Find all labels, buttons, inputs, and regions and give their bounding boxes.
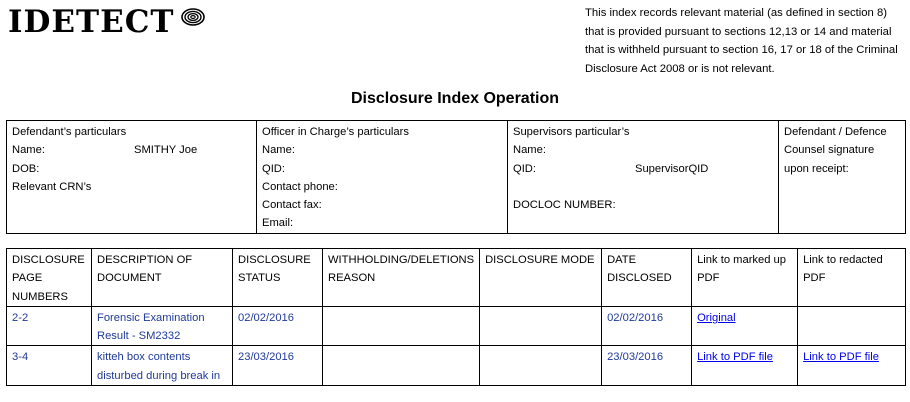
row-status: 02/02/2016 [233, 306, 323, 346]
table-row [7, 346, 906, 386]
header-status: DISCLOSURE STATUS [233, 249, 323, 307]
officer-email-label: Email: [262, 217, 294, 230]
defendant-crn-label: Relevant CRN’s [12, 180, 92, 193]
officer-phone-label: Contact phone: [262, 180, 338, 193]
defendant-name-row [12, 141, 251, 159]
officer-qid-label: QID: [262, 162, 285, 175]
row-pages: 2-2 [7, 306, 92, 346]
defence-line-1: Defendant / Defence [784, 126, 887, 138]
row-reason [323, 346, 480, 386]
header-redacted-pdf: Link to redacted PDF [798, 249, 906, 307]
logo [8, 4, 206, 40]
supervisor-particulars-cell [508, 121, 779, 234]
logo-text: IDETECT [8, 4, 175, 40]
header-withholding-reason: WITHHOLDING/DELETIONS REASON [323, 249, 480, 307]
defendant-particulars-cell [7, 121, 257, 234]
index-header-row [7, 249, 906, 307]
particulars-table [6, 120, 906, 234]
supervisor-name-label: Name: [513, 144, 546, 157]
header-marked-pdf: Link to marked up PDF [692, 249, 798, 307]
defence-signature-cell [779, 121, 906, 234]
defendant-dob-label: DOB: [12, 162, 40, 175]
row-status: 23/03/2016 [233, 346, 323, 386]
supervisor-heading: Supervisors particular’s [513, 126, 630, 138]
officer-fax-label: Contact fax: [262, 199, 322, 212]
supervisor-qid-row [513, 160, 773, 178]
row-date: 02/02/2016 [602, 306, 692, 346]
row-date: 23/03/2016 [602, 346, 692, 386]
row-redacted-pdf-cell [798, 306, 906, 346]
docloc-number-label: DOCLOC NUMBER: [513, 198, 616, 211]
defence-line-2: Counsel signature [784, 144, 875, 157]
row-reason [323, 306, 480, 346]
redacted-pdf-link[interactable]: Link to PDF file [803, 351, 879, 364]
row-marked-pdf-cell [692, 346, 798, 386]
header-date-disclosed: DATE DISCLOSED [602, 249, 692, 307]
officer-particulars-cell [257, 121, 508, 234]
marked-pdf-link[interactable]: Link to PDF file [697, 351, 773, 364]
supervisor-qid-label: QID: [513, 162, 536, 175]
row-mode [480, 306, 602, 346]
defendant-name-value: SMITHY Joe [134, 144, 198, 157]
fingerprint-icon [180, 7, 206, 32]
row-marked-pdf-cell [692, 306, 798, 346]
disclosure-index-table [6, 248, 906, 386]
defendant-heading: Defendant’s particulars [12, 126, 127, 138]
header-description: DESCRIPTION OF DOCUMENT [92, 249, 233, 307]
row-mode [480, 346, 602, 386]
row-pages: 3-4 [7, 346, 92, 386]
page-title: Disclosure Index Operation [350, 90, 560, 107]
officer-name-label: Name: [262, 144, 295, 157]
marked-pdf-link[interactable]: Original [697, 311, 736, 324]
supervisor-qid-value: SupervisorQID [635, 162, 709, 175]
row-redacted-pdf-cell [798, 346, 906, 386]
header-page-numbers: DISCLOSURE PAGE NUMBERS [7, 249, 92, 307]
row-description: Forensic Examination Result - SM2332 [92, 306, 233, 346]
officer-heading: Officer in Charge’s particulars [262, 126, 409, 138]
header-disclosure-mode: DISCLOSURE MODE [480, 249, 602, 307]
defendant-name-label: Name: [12, 144, 45, 157]
row-description: kitteh box contents disturbed during break in [92, 346, 233, 386]
defence-line-3: upon receipt: [784, 162, 849, 175]
table-row [7, 306, 906, 346]
disclosure-notice: This index records relevant material (as defined in section 8) that is provided pursuant to sections 12,13 or 14 and material that is withheld pursuant to section 16, 17 or 18 of the Criminal Disclosure Act 2008 or is not relevant. [585, 7, 898, 75]
